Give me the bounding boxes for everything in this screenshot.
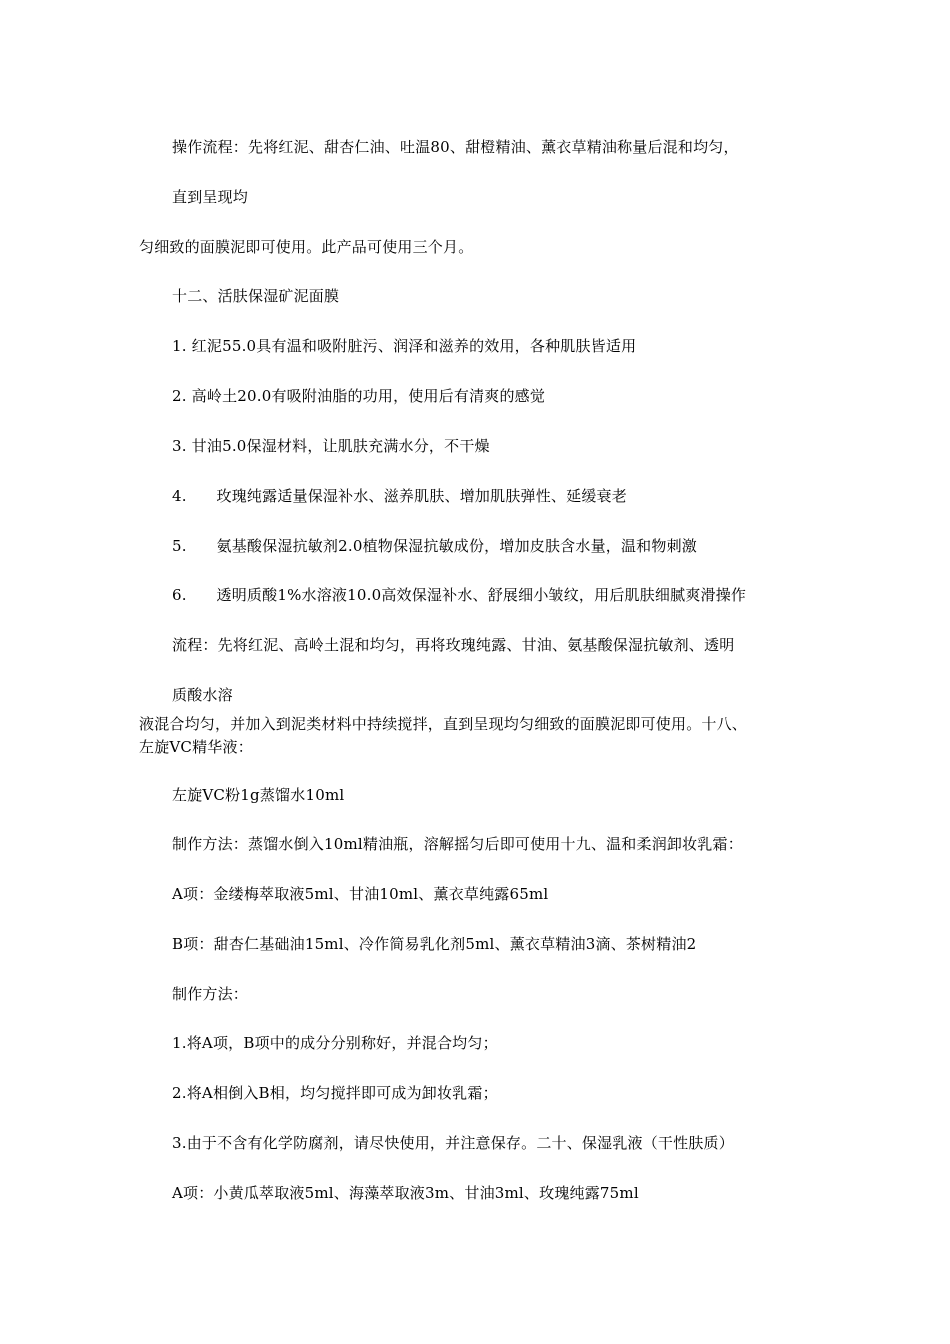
paragraph-vc-formula: 左旋VC粉1g蒸馏水10ml	[172, 786, 345, 804]
paragraph-flow: 流程：先将红泥、高岭土混和均匀，再将玫瑰纯露、甘油、氨基酸保湿抗敏剂、透明	[172, 636, 735, 654]
paragraph-operation-flow: 操作流程：先将红泥、甜杏仁油、吐温80、甜橙精油、薰衣草精油称量后混和均匀，	[172, 138, 739, 156]
list-item: 2. 高岭土20.0有吸附油脂的功用，使用后有清爽的感觉	[172, 387, 546, 405]
list-item: 1.将A项，B项中的成分分别称好，并混合均匀；	[172, 1034, 498, 1052]
list-item: 4. 玫瑰纯露适量保湿补水、滋养肌肤、增加肌肤弹性、延缓衰老	[172, 487, 627, 505]
list-item: 2.将A相倒入B相，均匀搅拌即可成为卸妆乳霜；	[172, 1084, 498, 1102]
list-item: 6. 透明质酸1%水溶液10.0高效保湿补水、舒展细小皱纹，用后肌肤细腻爽滑操作	[172, 586, 747, 604]
paragraph-method-18: 制作方法：蒸馏水倒入10ml精油瓶，溶解摇匀后即可使用十九、温和柔润卸妆乳霜：	[172, 835, 743, 853]
list-item: 3.由于不含有化学防腐剂，请尽快使用，并注意保存。二十、保湿乳液（干性肤质）	[172, 1134, 734, 1152]
list-item: 3. 甘油5.0保湿材料，让肌肤充满水分，不干燥	[172, 437, 490, 455]
list-item: 1. 红泥55.0具有温和吸附脏污、润泽和滋养的效用，各种肌肤皆适用	[172, 337, 637, 355]
section-heading-18: 左旋VC精华液：	[139, 738, 253, 756]
paragraph-item-a-20: A项：小黄瓜萃取液5ml、海藻萃取液3m、甘油3ml、玫瑰纯露75ml	[172, 1184, 639, 1202]
paragraph-operation-flow-end: 匀细致的面膜泥即可使用。此产品可使用三个月。	[139, 238, 474, 256]
list-item: 5. 氨基酸保湿抗敏剂2.0植物保湿抗敏成份，增加皮肤含水量，温和物刺激	[172, 537, 697, 555]
paragraph-item-b: B项：甜杏仁基础油15ml、冷作简易乳化剂5ml、薰衣草精油3滴、茶树精油2	[172, 935, 697, 953]
paragraph-flow-cont: 质酸水溶	[172, 686, 233, 704]
paragraph-flow-end: 液混合均匀，并加入到泥类材料中持续搅拌，直到呈现均匀细致的面膜泥即可使用。十八、	[139, 715, 748, 733]
paragraph-method-heading: 制作方法：	[172, 985, 249, 1003]
paragraph-item-a: A项：金缕梅萃取液5ml、甘油10ml、薰衣草纯露65ml	[172, 885, 549, 903]
paragraph-operation-flow-cont: 直到呈现均	[172, 188, 249, 206]
section-heading-12: 十二、活肤保湿矿泥面膜	[172, 287, 340, 305]
